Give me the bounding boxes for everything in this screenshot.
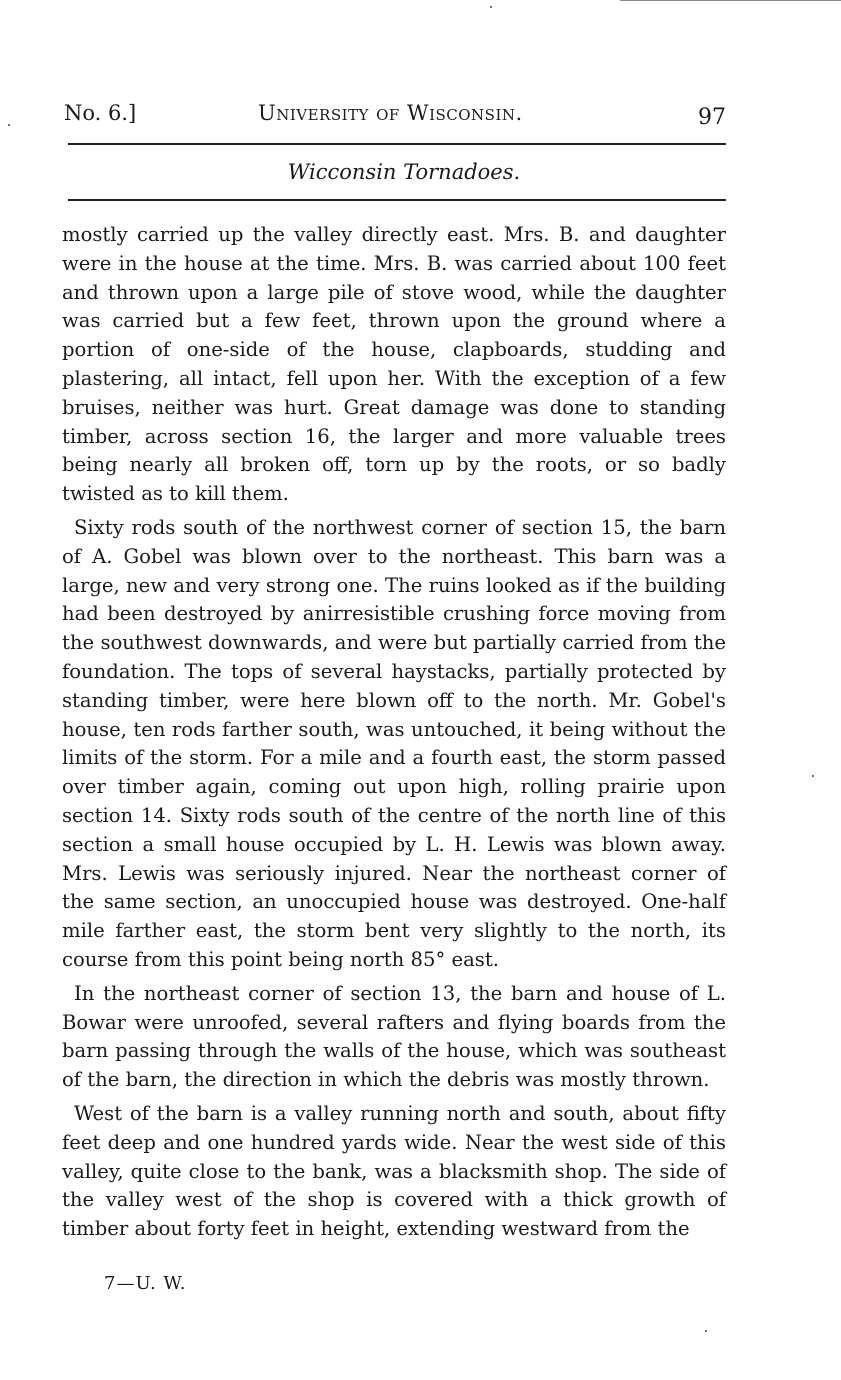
paragraph: Sixty rods south of the northwest corner of section 15, the barn of A. Gobel was blown over to the northeast. This barn was a large, new and very strong one. The ruins looked as if the building had been destroyed by anirresistible crushing force moving from the southwest downwards, and were but partially carried from the foundation. The tops of several haystacks, partially protected by standing timber, were here blown off to the north. Mr. Gobel's house, ten rods farther south, was untouched, it being without the limits of the storm. For a mile and a fourth east, the storm passed over timber again, coming out upon high, rolling prairie upon section 14. Sixty rods south of the centre of the north line of this section a small house occupied by L. H. Lewis was blown away. Mrs. Lewis was seriously injured. Near the northeast corner of the same section, an unoccupied house was destroyed. One-half mile farther east, the storm bent very slightly to the north, its course from this point being north 85° east.: [62, 515, 726, 971]
scan-speck: [812, 775, 814, 777]
scan-speck: [705, 1330, 707, 1332]
document-page: [62, 95, 726, 1244]
scan-edge-line: [620, 0, 841, 1]
scan-speck: [8, 124, 10, 126]
paragraph: mostly carried up the valley directly east. Mrs. B. and daughter were in the house at the time. Mrs. B. was carried about 100 feet and thrown upon a large pile of stove wood, while the daughter was carried but a few feet, thrown upon the ground where a portion of one-side of the house, clapboards, studding and plastering, all intact, fell upon her. With the exception of a few bruises, neither was hurt. Great damage was done to standing timber, across section 16, the larger and more valuable trees being nearly all broken off, torn up by the roots, or so badly twisted as to kill them.: [62, 223, 726, 506]
subheading-rule: [68, 199, 726, 201]
publication-title: University of Wisconsin.: [258, 101, 523, 125]
signature-mark: 7—U. W.: [104, 1273, 187, 1294]
running-header: [62, 95, 726, 143]
paragraph: West of the barn is a valley running north and south, about fifty feet deep and one hundred yards wide. Near the west side of this valley, quite close to the bank, was a blacksmith shop. The side of the valley west of the shop is covered with a thick growth of timber about forty feet in height, extending westward from the: [62, 1101, 726, 1241]
issue-number: No. 6.]: [64, 101, 137, 125]
article-body: [62, 221, 726, 1244]
scan-speck: [490, 6, 492, 8]
section-subheading: Wicconsin Tornadoes.: [287, 160, 521, 184]
paragraph: In the northeast corner of section 13, the barn and house of L. Bowar were unroofed, several rafters and flying boards from the barn passing through the walls of the house, which was southeast of the barn, the direction in which the debris was mostly thrown.: [62, 981, 726, 1092]
page-number: 97: [698, 105, 726, 130]
